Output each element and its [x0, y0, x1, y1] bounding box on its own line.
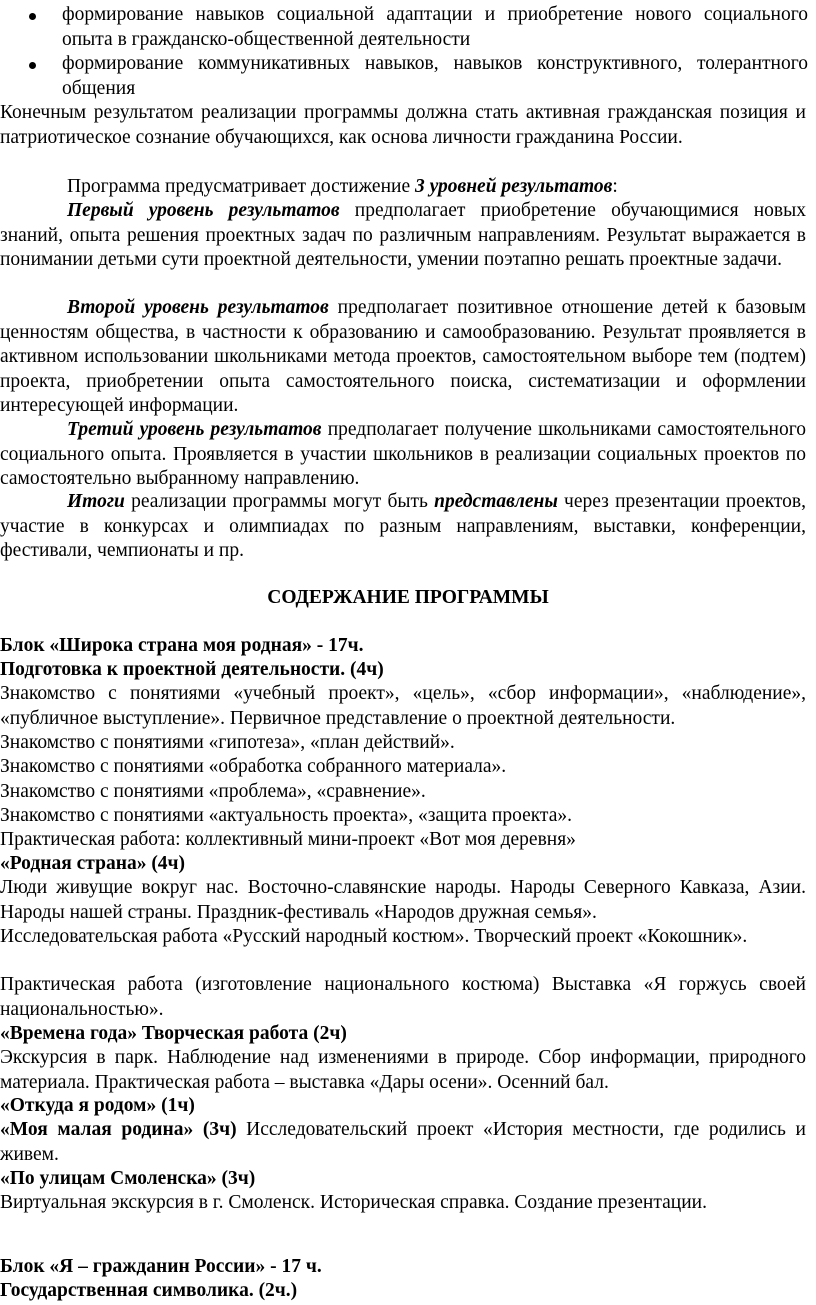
block1-paragraph: Знакомство с понятиями «обработка собранного материала».: [0, 756, 507, 777]
block1-subheading-inline: «Моя малая родина» (3ч): [0, 1119, 237, 1140]
bullet-icon: [29, 62, 36, 69]
levels-intro-colon: :: [612, 176, 618, 197]
level1-paragraph: [0, 199, 806, 273]
levels-intro-paragraph: [0, 175, 806, 200]
bullet-item: [62, 3, 808, 52]
block2-title: Блок «Я – гражданин России» - 17 ч.: [0, 1256, 322, 1277]
section-title: СОДЕРЖАНИЕ ПРОГРАММЫ: [267, 587, 549, 608]
levels-intro-emphasis: 3 уровней результатов: [414, 176, 613, 197]
block1-paragraph: Виртуальная экскурсия в г. Смоленск. Историческая справка. Создание презентации.: [0, 1192, 707, 1213]
block1-subheading: «Времена года» Творческая работа (2ч): [0, 1023, 347, 1044]
block1-paragraph: Практическая работа (изготовление национального костюма) Выставка «Я горжусь своей национальностью».: [0, 974, 806, 1020]
bullet-icon: [29, 13, 36, 20]
level3-paragraph: [0, 418, 806, 492]
block1-paragraph: Исследовательская работа «Русский народный костюм». Творческий проект «Кокошник».: [0, 926, 748, 947]
level3-text: предполагает получение школьниками самостоятельного социального опыта. Проявляется в участии школьников в реализации социальных проектов по самостоятельно выбранному направлению.: [0, 419, 806, 489]
block1-paragraph: Знакомство с понятиями «актуальность проекта», «защита проекта».: [0, 805, 572, 826]
block2-subheading: Государственная символика. (2ч.): [0, 1280, 298, 1301]
level1-text: предполагает приобретение обучающимися новых знаний, опыта решения проектных задач по различным направлениям. Результат выражается в понимании детьми сути проектной деятельности, умении поэтапно решать проектные задачи.: [0, 200, 806, 270]
bullet-item: [62, 52, 808, 101]
block1-paragraph-text: Исследовательский проект «История местности, где родились и живем.: [0, 1119, 806, 1165]
block1-paragraph: [0, 1118, 806, 1167]
totals-title: Итоги: [67, 491, 125, 512]
totals-emphasis: представлены: [434, 491, 558, 512]
level2-title: Второй уровень результатов: [67, 297, 329, 318]
levels-intro-text: Программа предусматривает достижение: [67, 176, 415, 197]
totals-text: через презентации проектов, участие в конкурсах и олимпиадах по разным направлениям, выставки, конференции, фестивали, чемпионаты и пр.: [0, 491, 807, 561]
block1-subheading: Подготовка к проектной деятельности. (4ч): [0, 659, 384, 680]
block1-paragraph: Знакомство с понятиями «проблема», «сравнение».: [0, 781, 426, 802]
block1-paragraph: Люди живущие вокруг нас. Восточно-славянские народы. Народы Северного Кавказа, Азии. Народы нашей страны. Праздник-фестиваль «Народов дружная семья».: [0, 877, 806, 923]
block1-subheading: «Родная страна» (4ч): [0, 853, 186, 874]
level3-title: Третий уровень результатов: [67, 419, 322, 440]
totals-paragraph: [0, 490, 806, 564]
totals-mid: реализации программы могут быть: [124, 491, 435, 512]
block1-paragraph: Знакомство с понятиями «учебный проект», «цель», «сбор информации», «наблюдение», «публичное выступление». Первичное представление о проектной деятельности.: [0, 683, 806, 729]
level2-paragraph: [0, 296, 806, 419]
level1-title: Первый уровень результатов: [67, 200, 340, 221]
block1-paragraph: Экскурсия в парк. Наблюдение над изменениями в природе. Сбор информации, природного материала. Практическая работа – выставка «Дары осени». Осенний бал.: [0, 1047, 806, 1093]
intro-result-paragraph: Конечным результатом реализации программы должна стать активная гражданская позиция и патриотическое сознание обучающихся, как основа личности гражданина России.: [0, 102, 806, 148]
block1-paragraph: Практическая работа: коллективный мини-проект «Вот моя деревня»: [0, 829, 576, 850]
bullet-text: формирование навыков социальной адаптации и приобретение нового социального опыта в гражданско-общественной деятельности: [62, 4, 808, 50]
block1-subheading: «По улицам Смоленска» (3ч): [0, 1168, 256, 1189]
bullet-text: формирование коммуникативных навыков, навыков конструктивного, толерантного общения: [62, 53, 808, 99]
block1-paragraph: Знакомство с понятиями «гипотеза», «план действий».: [0, 732, 455, 753]
level2-text: предполагает позитивное отношение детей к базовым ценностям общества, в частности к образованию и самообразованию. Результат проявляется в активном использовании школьниками метода проектов, самостоятельном выборе тем (подтем) проекта, приобретении опыта самостоятельного поиска, систематизации и оформлении интересующей информации.: [0, 297, 806, 416]
block1-subheading: «Откуда я родом» (1ч): [0, 1095, 195, 1116]
block1-title: Блок «Широка страна моя родная» - 17ч.: [0, 635, 364, 656]
